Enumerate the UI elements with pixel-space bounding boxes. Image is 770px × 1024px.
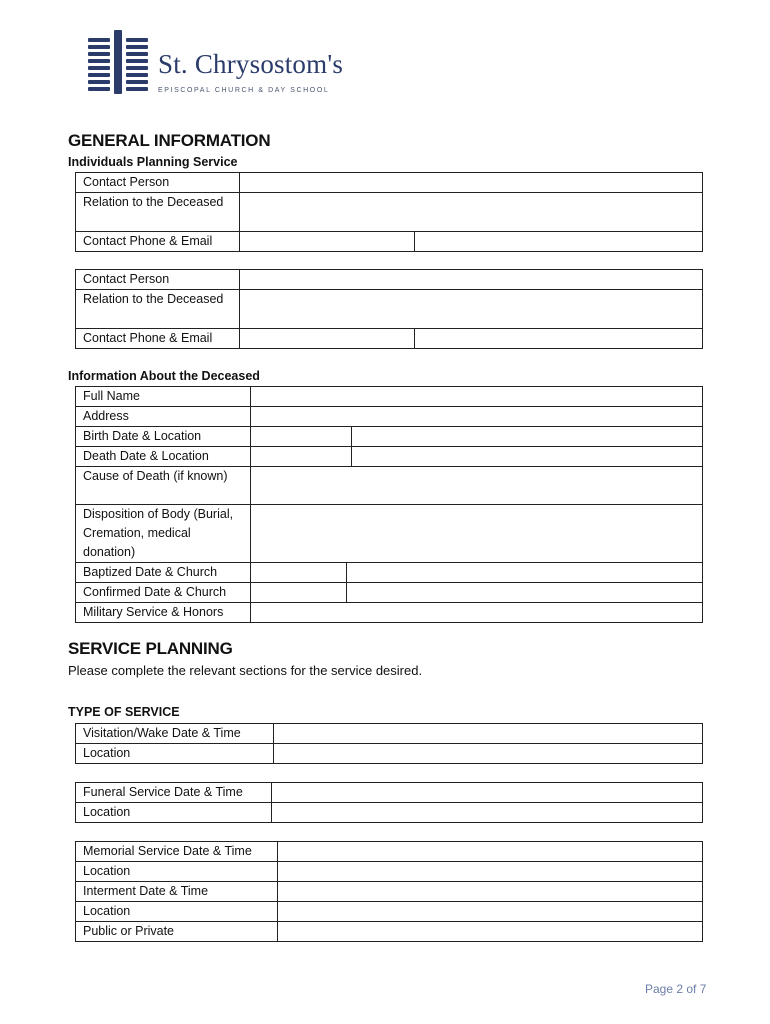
military-label: Military Service & Honors xyxy=(76,603,251,623)
disposition-field[interactable] xyxy=(251,505,703,563)
funeral-date-time-field[interactable] xyxy=(272,783,703,803)
visitation-table xyxy=(75,723,703,764)
email-field[interactable] xyxy=(415,329,703,349)
organization-subtitle: EPISCOPAL CHURCH & DAY SCHOOL xyxy=(158,87,330,94)
full-name-field[interactable] xyxy=(251,387,703,407)
address-label: Address xyxy=(76,407,251,427)
funeral-table xyxy=(75,782,703,823)
cause-of-death-label: Cause of Death (if known) xyxy=(76,467,251,505)
full-name-label: Full Name xyxy=(76,387,251,407)
interment-date-time-field[interactable] xyxy=(278,882,703,902)
confirmed-church-field[interactable] xyxy=(347,583,703,603)
phone-field[interactable] xyxy=(240,232,415,252)
phone-email-label: Contact Phone & Email xyxy=(76,329,240,349)
interment-location-field[interactable] xyxy=(278,902,703,922)
birth-label: Birth Date & Location xyxy=(76,427,251,447)
memorial-table xyxy=(75,841,703,942)
memorial-location-field[interactable] xyxy=(278,862,703,882)
relation-label: Relation to the Deceased xyxy=(76,290,240,329)
phone-email-label: Contact Phone & Email xyxy=(76,232,240,252)
phone-field[interactable] xyxy=(240,329,415,349)
contact-person-field[interactable] xyxy=(240,270,703,290)
funeral-date-time-label: Funeral Service Date & Time xyxy=(76,783,272,803)
contact-person-label: Contact Person xyxy=(76,270,240,290)
planner-2-table xyxy=(75,269,703,349)
memorial-location-label: Location xyxy=(76,862,278,882)
service-planning-heading: SERVICE PLANNING xyxy=(68,639,233,658)
interment-location-label: Location xyxy=(76,902,278,922)
general-information-heading: GENERAL INFORMATION xyxy=(68,131,271,150)
type-of-service-heading: TYPE OF SERVICE xyxy=(68,705,180,719)
contact-person-label: Contact Person xyxy=(76,173,240,193)
birth-location-field[interactable] xyxy=(352,427,703,447)
visitation-location-field[interactable] xyxy=(274,744,703,764)
cause-of-death-field[interactable] xyxy=(251,467,703,505)
public-private-label: Public or Private xyxy=(76,922,278,942)
confirmed-date-field[interactable] xyxy=(251,583,347,603)
disposition-label: Disposition of Body (Burial, Cremation, medical donation) xyxy=(76,505,251,563)
memorial-date-time-field[interactable] xyxy=(278,842,703,862)
relation-field[interactable] xyxy=(240,290,703,329)
baptized-date-field[interactable] xyxy=(251,563,347,583)
confirmed-label: Confirmed Date & Church xyxy=(76,583,251,603)
planning-service-heading: Individuals Planning Service xyxy=(68,155,238,169)
deceased-info-heading: Information About the Deceased xyxy=(68,369,260,383)
visitation-date-time-field[interactable] xyxy=(274,724,703,744)
deceased-table xyxy=(75,386,703,623)
contact-person-field[interactable] xyxy=(240,173,703,193)
relation-field[interactable] xyxy=(240,193,703,232)
visitation-location-label: Location xyxy=(76,744,274,764)
page-number: Page 2 of 7 xyxy=(645,982,707,996)
death-label: Death Date & Location xyxy=(76,447,251,467)
birth-date-field[interactable] xyxy=(251,427,352,447)
funeral-location-field[interactable] xyxy=(272,803,703,823)
church-stripes-logo-icon xyxy=(88,30,150,96)
organization-name: St. Chrysostom's xyxy=(158,49,344,79)
memorial-date-time-label: Memorial Service Date & Time xyxy=(76,842,278,862)
baptized-label: Baptized Date & Church xyxy=(76,563,251,583)
email-field[interactable] xyxy=(415,232,703,252)
relation-label: Relation to the Deceased xyxy=(76,193,240,232)
address-field[interactable] xyxy=(251,407,703,427)
public-private-field[interactable] xyxy=(278,922,703,942)
interment-date-time-label: Interment Date & Time xyxy=(76,882,278,902)
baptized-church-field[interactable] xyxy=(347,563,703,583)
planner-1-table xyxy=(75,172,703,252)
death-date-field[interactable] xyxy=(251,447,352,467)
military-field[interactable] xyxy=(251,603,703,623)
visitation-date-time-label: Visitation/Wake Date & Time xyxy=(76,724,274,744)
death-location-field[interactable] xyxy=(352,447,703,467)
service-planning-instructions: Please complete the relevant sections for the service desired. xyxy=(68,663,423,678)
funeral-location-label: Location xyxy=(76,803,272,823)
